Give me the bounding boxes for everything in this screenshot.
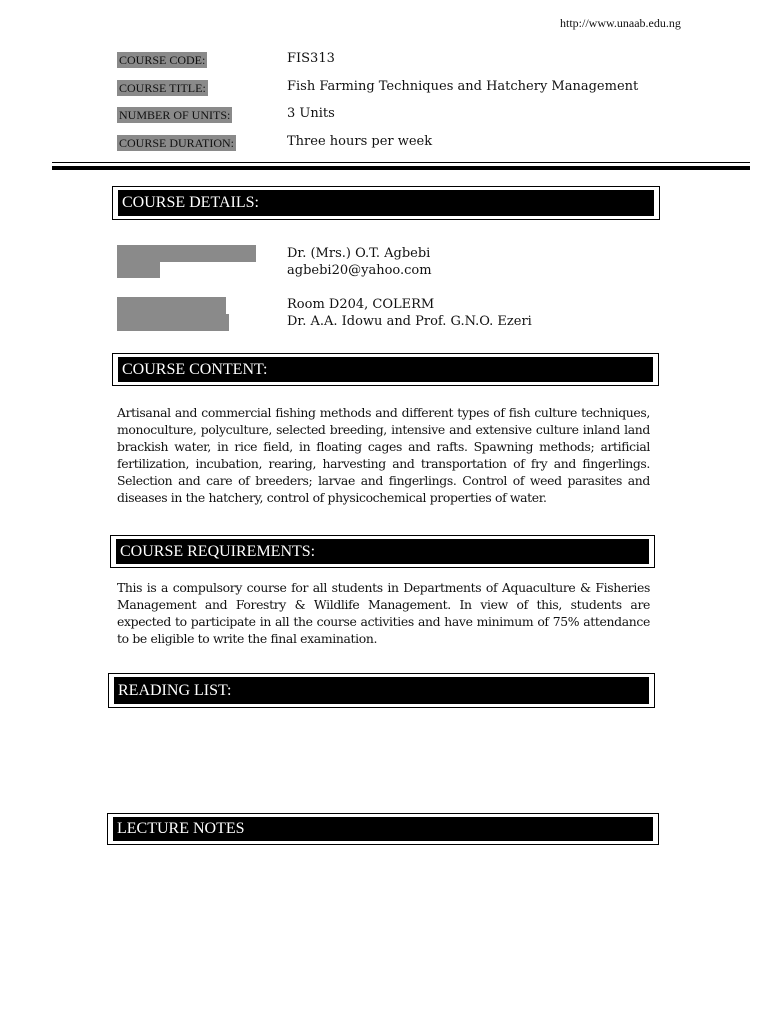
lecture-notes-header (107, 813, 659, 845)
divider-thick (52, 166, 750, 170)
course-title-label: COURSE TITLE: (119, 81, 206, 95)
redacted-label-block (117, 297, 226, 314)
duration-value: Three hours per week (287, 134, 433, 149)
redacted-label-block (117, 245, 256, 262)
course-title-value: Fish Farming Techniques and Hatchery Management (287, 79, 639, 94)
redacted-label-block (117, 314, 229, 331)
course-content-header (112, 353, 659, 386)
course-code-value: FIS313 (287, 51, 335, 66)
course-requirements-heading: COURSE REQUIREMENTS: (116, 539, 649, 564)
course-code-label: COURSE CODE: (119, 53, 206, 67)
site-url: http://www.unaab.edu.ng (560, 16, 681, 30)
course-details-heading: COURSE DETAILS: (118, 190, 654, 216)
units-value: 3 Units (287, 106, 335, 121)
course-content-text: Artisanal and commercial fishing methods and different types of fish culture techniques, monoculture, polyculture, selected breeding, intensive and extensive culture inland land brackish water, in rice field, in floating cages and rafts. Spawning methods; artificial fertilization, incubation, rearing, harvesting and transportation of fry and fingerlings. Selection and care of breeders; larvae and fingerlings. Control of weed parasites and diseases in the hatchery, control of physicochemical properties of water. (117, 405, 650, 505)
redacted-label-block (117, 262, 160, 278)
office-location: Room D204, COLERM (287, 297, 435, 312)
reading-list-header (108, 673, 655, 708)
reading-list-heading: READING LIST: (114, 677, 649, 704)
lecturer-email: agbebi20@yahoo.com (287, 263, 432, 278)
course-content-heading: COURSE CONTENT: (118, 357, 653, 382)
course-requirements-header (110, 535, 655, 568)
course-details-header (112, 186, 660, 220)
divider-thin (52, 162, 750, 163)
other-lecturers: Dr. A.A. Idowu and Prof. G.N.O. Ezeri (287, 314, 532, 329)
units-label: NUMBER OF UNITS: (119, 108, 231, 122)
course-requirements-text: This is a compulsory course for all students in Departments of Aquaculture & Fisheries Management and Forestry & Wildlife Management. In view of this, students are expected to participate in all the course activities and have minimum of 75% attendance to be eligible to write the final examination. (117, 580, 650, 646)
duration-label: COURSE DURATION: (119, 136, 235, 150)
lecture-notes-heading: LECTURE NOTES (113, 817, 653, 841)
lecturer-name: Dr. (Mrs.) O.T. Agbebi (287, 246, 431, 261)
